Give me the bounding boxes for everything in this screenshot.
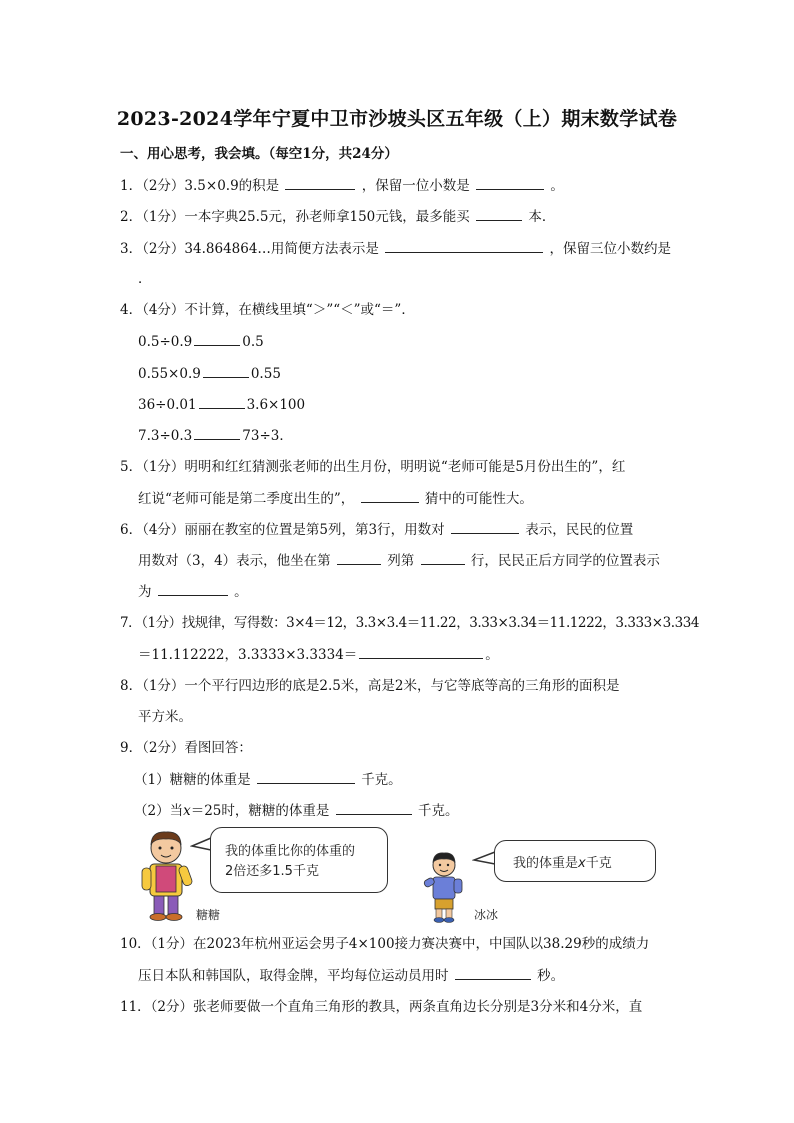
q7-text-b: ＝11.112222，3.3333×3.3334＝ xyxy=(138,647,358,663)
bubble-2-text-b: 千克 xyxy=(585,856,612,871)
q4-item-4-left: 7.3÷0.3 xyxy=(138,428,193,444)
q9-blank-1[interactable] xyxy=(257,770,355,784)
bingbing-name: 冰冰 xyxy=(474,908,499,922)
q6-line-2 xyxy=(138,551,660,570)
question-9: 9．（2分）看图回答： xyxy=(120,740,252,756)
bubble-1-line-1: 我的体重比你的体重的 xyxy=(225,844,356,859)
q9-variable-x: x xyxy=(183,803,191,819)
q7-blank[interactable] xyxy=(359,645,483,659)
q4-item-1-left: 0.5÷0.9 xyxy=(138,334,193,350)
question-11: 11．（2分）张老师要做一个直角三角形的教具，两条直角边长分别是3分米和4分米，直 xyxy=(120,999,643,1015)
q6-text-f: 为 xyxy=(138,584,152,600)
q4-blank-2[interactable] xyxy=(203,364,249,378)
question-8: 8．（1分）一个平行四边形的底是2.5米，高是2米，与它等底等高的三角形的面积是 xyxy=(120,678,620,694)
q10-text-b: 压日本队和韩国队，取得金牌，平均每位运动员用时 xyxy=(138,968,449,984)
question-7: 7．（1分）找规律，写得数：3×4＝12，3.3×3.4＝11.22，3.33×3.34＝11.1222，3.333×3.334 xyxy=(120,615,700,631)
bingbing-boy-figure xyxy=(420,850,468,924)
q6-blank-4[interactable] xyxy=(158,582,228,596)
q9-sub-1-text-a: （1）糖糖的体重是 xyxy=(134,772,251,788)
q4-blank-1[interactable] xyxy=(194,332,240,346)
question-2 xyxy=(120,207,555,226)
q6-text-e: 行，民民正后方同学的位置表示 xyxy=(470,553,660,569)
q9-sub-2-text-a: （2）当 xyxy=(134,803,184,819)
tangtang-speech-bubble xyxy=(210,827,388,893)
bubble-2-tail xyxy=(472,848,496,868)
q4-item-2 xyxy=(138,364,281,383)
q6-text-g: 。 xyxy=(234,584,248,600)
q6-blank-3[interactable] xyxy=(421,551,465,565)
tangtang-boy-figure xyxy=(138,828,194,924)
q9-blank-2[interactable] xyxy=(336,801,412,815)
q5-continuation xyxy=(138,489,533,508)
q4-item-3-right: 3.6×100 xyxy=(246,397,306,413)
question-1 xyxy=(120,176,564,195)
q4-blank-3[interactable] xyxy=(199,395,245,409)
q1-text-b: ，保留一位小数是 xyxy=(361,178,470,194)
question-4: 4．（4分）不计算，在横线里填“＞”“＜”或“＝”． xyxy=(120,302,415,318)
question-10: 10．（1分）在2023年杭州亚运会男子4×100接力赛决赛中，中国队以38.29秒的成绩力 xyxy=(120,936,650,952)
q8-continuation: 平方米。 xyxy=(138,709,192,725)
q3-text-b: ，保留三位小数约是 xyxy=(549,241,672,257)
tangtang-name: 糖糖 xyxy=(196,908,221,922)
q4-blank-4[interactable] xyxy=(194,426,240,440)
q3-blank[interactable] xyxy=(385,239,543,253)
q4-item-3 xyxy=(138,395,305,414)
bingbing-speech-bubble xyxy=(494,840,656,882)
q10-blank[interactable] xyxy=(455,966,531,980)
bubble-2-text-a: 我的体重是 xyxy=(513,856,579,871)
q6-blank-2[interactable] xyxy=(337,551,381,565)
q4-item-3-left: 36÷0.01 xyxy=(138,397,197,413)
q9-sub-1-text-b: 千克。 xyxy=(361,772,402,788)
q6-text-b: 表示，民民的位置 xyxy=(525,522,634,538)
q7-continuation xyxy=(138,645,499,664)
q2-text-b: 本． xyxy=(528,209,556,225)
q10-text-c: 秒。 xyxy=(537,968,565,984)
q6-text-d: 列第 xyxy=(387,553,415,569)
q1-text-c: 。 xyxy=(550,178,564,194)
q2-text-a: 2．（1分）一本字典25.5元，孙老师拿150元钱，最多能买 xyxy=(120,209,470,225)
q3-text-a: 3．（2分）34.864864…用简便方法表示是 xyxy=(120,241,379,257)
q5-text-b: 红说“老师可能是第二季度出生的”， xyxy=(138,491,355,507)
q4-item-2-right: 0.55 xyxy=(250,366,281,382)
bubble-2-variable-x: x xyxy=(578,856,586,871)
q6-text-c: 用数对（3，4）表示，他坐在第 xyxy=(138,553,331,569)
page-title: 2023-2024学年宁夏中卫市沙坡头区五年级（上）期末数学试卷 xyxy=(116,108,678,130)
q2-blank[interactable] xyxy=(476,207,522,221)
q4-item-4-right: 73÷3． xyxy=(242,428,293,444)
q9-sub-2-text-b: ＝25时，糖糖的体重是 xyxy=(190,803,330,819)
q5-text-c: 猜中的可能性大。 xyxy=(424,491,533,507)
bubble-1-tail xyxy=(190,834,212,854)
q9-sub-2 xyxy=(134,801,459,820)
question-5: 5．（1分）明明和红红猜测张老师的出生月份，明明说“老师可能是5月份出生的”，红 xyxy=(120,459,626,475)
bubble-2-text xyxy=(513,852,612,871)
q1-blank-1[interactable] xyxy=(285,176,355,190)
q7-text-c: 。 xyxy=(485,647,499,663)
bubble-1-line-2: 2倍还多1.5千克 xyxy=(225,864,319,879)
q9-sub-2-text-c: 千克。 xyxy=(418,803,459,819)
q9-illustration xyxy=(134,826,658,926)
q6-line-3 xyxy=(138,582,248,601)
question-3 xyxy=(120,239,671,258)
q5-blank[interactable] xyxy=(361,489,419,503)
q1-text-a: 1．（2分）3.5×0.9的积是 xyxy=(120,178,280,194)
section-heading: 一、用心思考，我会填。（每空1分，共24分） xyxy=(120,146,398,162)
q4-item-2-left: 0.55×0.9 xyxy=(138,366,201,382)
question-6 xyxy=(120,520,633,539)
q10-continuation xyxy=(138,966,564,985)
q4-item-1 xyxy=(138,332,264,351)
q3-continuation: ． xyxy=(138,271,152,287)
q6-text-a: 6．（4分）丽丽在教室的位置是第5列，第3行，用数对 xyxy=(120,522,445,538)
q1-blank-2[interactable] xyxy=(476,176,544,190)
q4-item-1-right: 0.5 xyxy=(242,334,264,350)
q4-item-4 xyxy=(138,426,293,445)
q6-blank-1[interactable] xyxy=(451,520,519,534)
q9-sub-1 xyxy=(134,770,402,789)
